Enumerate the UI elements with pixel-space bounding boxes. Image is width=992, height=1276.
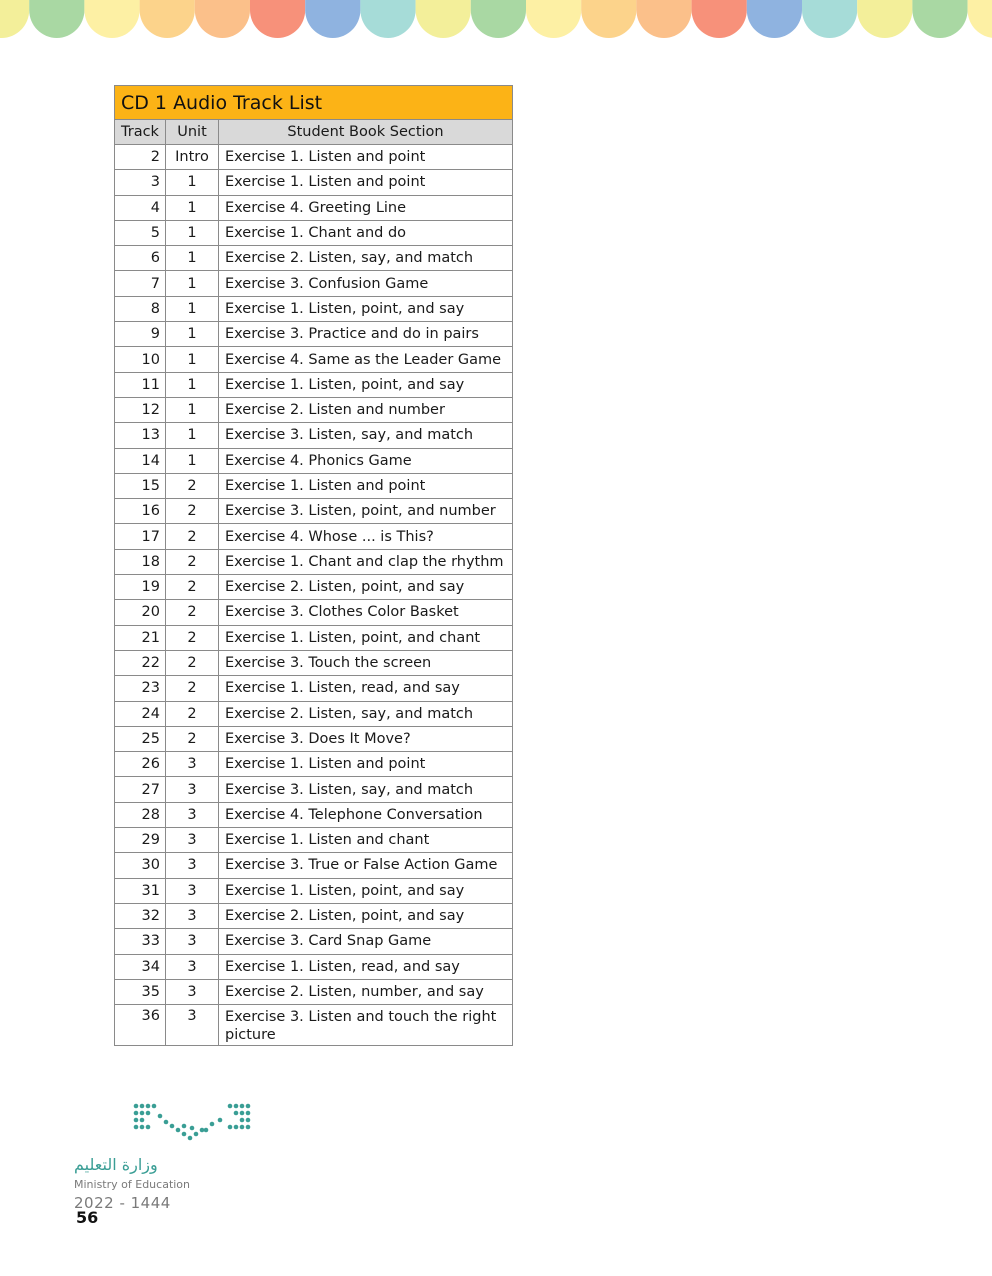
- emblem-dot: [146, 1104, 151, 1109]
- track-cell: 3: [115, 170, 166, 195]
- track-cell: 12: [115, 397, 166, 422]
- section-cell: Exercise 3. Practice and do in pairs: [219, 322, 513, 347]
- table-row: [115, 752, 513, 777]
- decorative-scallop-border: [0, 0, 992, 40]
- track-cell: 26: [115, 752, 166, 777]
- unit-cell: 2: [166, 549, 219, 574]
- logo-year: 2022 - 1444: [74, 1194, 171, 1212]
- unit-cell: 1: [166, 372, 219, 397]
- unit-cell: 1: [166, 296, 219, 321]
- section-cell: Exercise 3. True or False Action Game: [219, 853, 513, 878]
- track-cell: 14: [115, 448, 166, 473]
- header-section: Student Book Section: [219, 120, 513, 145]
- section-cell: Exercise 1. Listen, point, and chant: [219, 625, 513, 650]
- track-cell: 36: [115, 1005, 166, 1046]
- unit-cell: 3: [166, 752, 219, 777]
- table-row: [115, 423, 513, 448]
- unit-cell: 1: [166, 271, 219, 296]
- scallop-shape: [360, 0, 415, 38]
- section-cell: Exercise 3. Clothes Color Basket: [219, 600, 513, 625]
- table-row: [115, 903, 513, 928]
- emblem-dot: [140, 1118, 145, 1123]
- emblem-dot: [140, 1125, 145, 1130]
- table-row: [115, 979, 513, 1004]
- unit-cell: 1: [166, 170, 219, 195]
- unit-cell: 2: [166, 524, 219, 549]
- section-cell: Exercise 4. Phonics Game: [219, 448, 513, 473]
- track-cell: 27: [115, 777, 166, 802]
- emblem-dot: [228, 1104, 233, 1109]
- table-row: [115, 170, 513, 195]
- table-row: [115, 271, 513, 296]
- track-cell: 30: [115, 853, 166, 878]
- emblem-dot: [228, 1125, 233, 1130]
- section-cell: Exercise 1. Listen, read, and say: [219, 676, 513, 701]
- scallop-shape: [526, 0, 581, 38]
- unit-cell: 1: [166, 195, 219, 220]
- table-row: [115, 828, 513, 853]
- unit-cell: 1: [166, 246, 219, 271]
- section-cell: Exercise 1. Listen, read, and say: [219, 954, 513, 979]
- header-unit: Unit: [166, 120, 219, 145]
- logo-arabic-text: وزارة التعليم: [74, 1155, 158, 1174]
- table-row: [115, 322, 513, 347]
- emblem-dot: [146, 1111, 151, 1116]
- section-cell: Exercise 3. Listen, say, and match: [219, 423, 513, 448]
- emblem-dot: [234, 1104, 239, 1109]
- track-cell: 16: [115, 499, 166, 524]
- emblem-dot: [204, 1128, 209, 1133]
- unit-cell: 2: [166, 473, 219, 498]
- table-row: [115, 499, 513, 524]
- section-cell: Exercise 3. Confusion Game: [219, 271, 513, 296]
- section-cell: Exercise 1. Listen and point: [219, 170, 513, 195]
- scallop-shape: [692, 0, 747, 38]
- emblem-dot: [134, 1111, 139, 1116]
- section-cell: Exercise 4. Telephone Conversation: [219, 802, 513, 827]
- section-cell: Exercise 2. Listen, point, and say: [219, 575, 513, 600]
- table-row: [115, 145, 513, 170]
- table-row: [115, 726, 513, 751]
- unit-cell: 1: [166, 423, 219, 448]
- track-cell: 17: [115, 524, 166, 549]
- track-cell: 2: [115, 145, 166, 170]
- page-number: 56: [76, 1208, 99, 1227]
- track-cell: 28: [115, 802, 166, 827]
- table-row: [115, 448, 513, 473]
- section-cell: Exercise 2. Listen, say, and match: [219, 246, 513, 271]
- emblem-dot: [246, 1125, 251, 1130]
- scallop-shape: [857, 0, 912, 38]
- track-cell: 10: [115, 347, 166, 372]
- scallop-shape: [195, 0, 250, 38]
- unit-cell: 3: [166, 878, 219, 903]
- unit-cell: 1: [166, 347, 219, 372]
- section-cell: Exercise 1. Chant and do: [219, 220, 513, 245]
- scallop-shape: [84, 0, 139, 38]
- unit-cell: 3: [166, 777, 219, 802]
- emblem-dot: [200, 1128, 205, 1133]
- table-row: [115, 347, 513, 372]
- section-cell: Exercise 1. Listen, point, and say: [219, 296, 513, 321]
- section-cell: Exercise 3. Listen, say, and match: [219, 777, 513, 802]
- track-cell: 7: [115, 271, 166, 296]
- track-cell: 5: [115, 220, 166, 245]
- unit-cell: 2: [166, 575, 219, 600]
- emblem-dot: [240, 1104, 245, 1109]
- track-cell: 25: [115, 726, 166, 751]
- section-cell: Exercise 4. Whose ... is This?: [219, 524, 513, 549]
- unit-cell: 2: [166, 499, 219, 524]
- table-row: [115, 246, 513, 271]
- table-row: [115, 524, 513, 549]
- track-cell: 24: [115, 701, 166, 726]
- unit-cell: 3: [166, 828, 219, 853]
- track-cell: 33: [115, 929, 166, 954]
- table-row: [115, 600, 513, 625]
- unit-cell: 2: [166, 726, 219, 751]
- table-row: [115, 853, 513, 878]
- track-cell: 13: [115, 423, 166, 448]
- scallop-shape: [140, 0, 195, 38]
- table-row: [115, 397, 513, 422]
- emblem-dot: [158, 1114, 163, 1119]
- scallop-shape: [29, 0, 84, 38]
- table-row: [115, 372, 513, 397]
- table-row: [115, 1005, 513, 1046]
- emblem-dot: [246, 1104, 251, 1109]
- table-row: [115, 575, 513, 600]
- track-cell: 23: [115, 676, 166, 701]
- table-row: [115, 929, 513, 954]
- track-cell: 20: [115, 600, 166, 625]
- section-cell: Exercise 4. Greeting Line: [219, 195, 513, 220]
- table-row: [115, 802, 513, 827]
- track-cell: 9: [115, 322, 166, 347]
- scallop-shape: [250, 0, 305, 38]
- track-cell: 31: [115, 878, 166, 903]
- scallop-shape: [747, 0, 802, 38]
- unit-cell: 3: [166, 1005, 219, 1046]
- unit-cell: 2: [166, 600, 219, 625]
- unit-cell: 1: [166, 322, 219, 347]
- header-track: Track: [115, 120, 166, 145]
- emblem-dot: [246, 1111, 251, 1116]
- unit-cell: 2: [166, 625, 219, 650]
- unit-cell: 3: [166, 979, 219, 1004]
- section-cell: Exercise 1. Listen, point, and say: [219, 878, 513, 903]
- table-row: [115, 473, 513, 498]
- track-cell: 11: [115, 372, 166, 397]
- emblem-dot: [234, 1111, 239, 1116]
- scallop-shape: [471, 0, 526, 38]
- unit-cell: 2: [166, 701, 219, 726]
- section-cell: Exercise 3. Listen, point, and number: [219, 499, 513, 524]
- track-cell: 8: [115, 296, 166, 321]
- emblem-dot: [240, 1125, 245, 1130]
- section-cell: Exercise 1. Listen and point: [219, 473, 513, 498]
- emblem-dot: [182, 1124, 187, 1129]
- table-row: [115, 195, 513, 220]
- unit-cell: 1: [166, 397, 219, 422]
- table-row: [115, 650, 513, 675]
- logo-english-text: Ministry of Education: [74, 1178, 191, 1191]
- section-cell: Exercise 1. Listen and point: [219, 145, 513, 170]
- emblem-dot: [140, 1111, 145, 1116]
- table-row: [115, 676, 513, 701]
- scallop-shape: [802, 0, 857, 38]
- track-cell: 21: [115, 625, 166, 650]
- emblem-dot: [134, 1125, 139, 1130]
- unit-cell: 3: [166, 929, 219, 954]
- section-cell: Exercise 2. Listen, point, and say: [219, 903, 513, 928]
- unit-cell: 2: [166, 650, 219, 675]
- section-cell: Exercise 3. Card Snap Game: [219, 929, 513, 954]
- section-cell: Exercise 3. Does It Move?: [219, 726, 513, 751]
- unit-cell: 1: [166, 220, 219, 245]
- table-row: [115, 878, 513, 903]
- table-row: [115, 625, 513, 650]
- ministry-dots-emblem: [132, 1100, 252, 1144]
- emblem-dot: [164, 1120, 169, 1125]
- table-row: [115, 701, 513, 726]
- track-cell: 29: [115, 828, 166, 853]
- scallop-shape: [968, 0, 992, 38]
- track-cell: 22: [115, 650, 166, 675]
- unit-cell: 3: [166, 853, 219, 878]
- track-cell: 35: [115, 979, 166, 1004]
- emblem-dot: [240, 1111, 245, 1116]
- section-cell: Exercise 2. Listen and number: [219, 397, 513, 422]
- emblem-dot: [170, 1124, 175, 1129]
- track-cell: 18: [115, 549, 166, 574]
- section-cell: Exercise 2. Listen, say, and match: [219, 701, 513, 726]
- emblem-dot: [234, 1125, 239, 1130]
- scallop-shape: [581, 0, 636, 38]
- emblem-dot: [146, 1125, 151, 1130]
- section-cell: Exercise 3. Listen and touch the right picture: [219, 1005, 513, 1046]
- emblem-dot: [182, 1132, 187, 1137]
- scallop-shape: [305, 0, 360, 38]
- track-cell: 4: [115, 195, 166, 220]
- track-cell: 15: [115, 473, 166, 498]
- unit-cell: 3: [166, 954, 219, 979]
- emblem-dot: [134, 1104, 139, 1109]
- emblem-dot: [188, 1136, 193, 1141]
- unit-cell: 3: [166, 802, 219, 827]
- emblem-dot: [190, 1126, 195, 1131]
- table-row: [115, 296, 513, 321]
- emblem-dot: [176, 1128, 181, 1133]
- emblem-dot: [152, 1104, 157, 1109]
- scallop-shape: [416, 0, 471, 38]
- scallop-shape: [636, 0, 691, 38]
- table-row: [115, 549, 513, 574]
- emblem-dot: [210, 1122, 215, 1127]
- unit-cell: 3: [166, 903, 219, 928]
- unit-cell: Intro: [166, 145, 219, 170]
- table-row: [115, 954, 513, 979]
- unit-cell: 2: [166, 676, 219, 701]
- table-row: [115, 220, 513, 245]
- section-cell: Exercise 2. Listen, number, and say: [219, 979, 513, 1004]
- audio-track-table-container: [114, 85, 512, 1046]
- track-cell: 6: [115, 246, 166, 271]
- emblem-dot: [246, 1118, 251, 1123]
- track-cell: 19: [115, 575, 166, 600]
- audio-track-table: [114, 85, 513, 1046]
- section-cell: Exercise 1. Listen and point: [219, 752, 513, 777]
- section-cell: Exercise 3. Touch the screen: [219, 650, 513, 675]
- table-title: CD 1 Audio Track List: [115, 86, 513, 120]
- track-rows: [115, 145, 513, 1046]
- track-cell: 34: [115, 954, 166, 979]
- emblem-dot: [218, 1118, 223, 1123]
- emblem-dot: [194, 1132, 199, 1137]
- section-cell: Exercise 4. Same as the Leader Game: [219, 347, 513, 372]
- emblem-dot: [240, 1118, 245, 1123]
- section-cell: Exercise 1. Listen and chant: [219, 828, 513, 853]
- scallop-shape: [0, 0, 29, 38]
- emblem-dot: [140, 1104, 145, 1109]
- table-header-row: [115, 120, 513, 145]
- section-cell: Exercise 1. Listen, point, and say: [219, 372, 513, 397]
- emblem-dot: [134, 1118, 139, 1123]
- scallop-shape: [912, 0, 967, 38]
- section-cell: Exercise 1. Chant and clap the rhythm: [219, 549, 513, 574]
- unit-cell: 1: [166, 448, 219, 473]
- track-cell: 32: [115, 903, 166, 928]
- table-row: [115, 777, 513, 802]
